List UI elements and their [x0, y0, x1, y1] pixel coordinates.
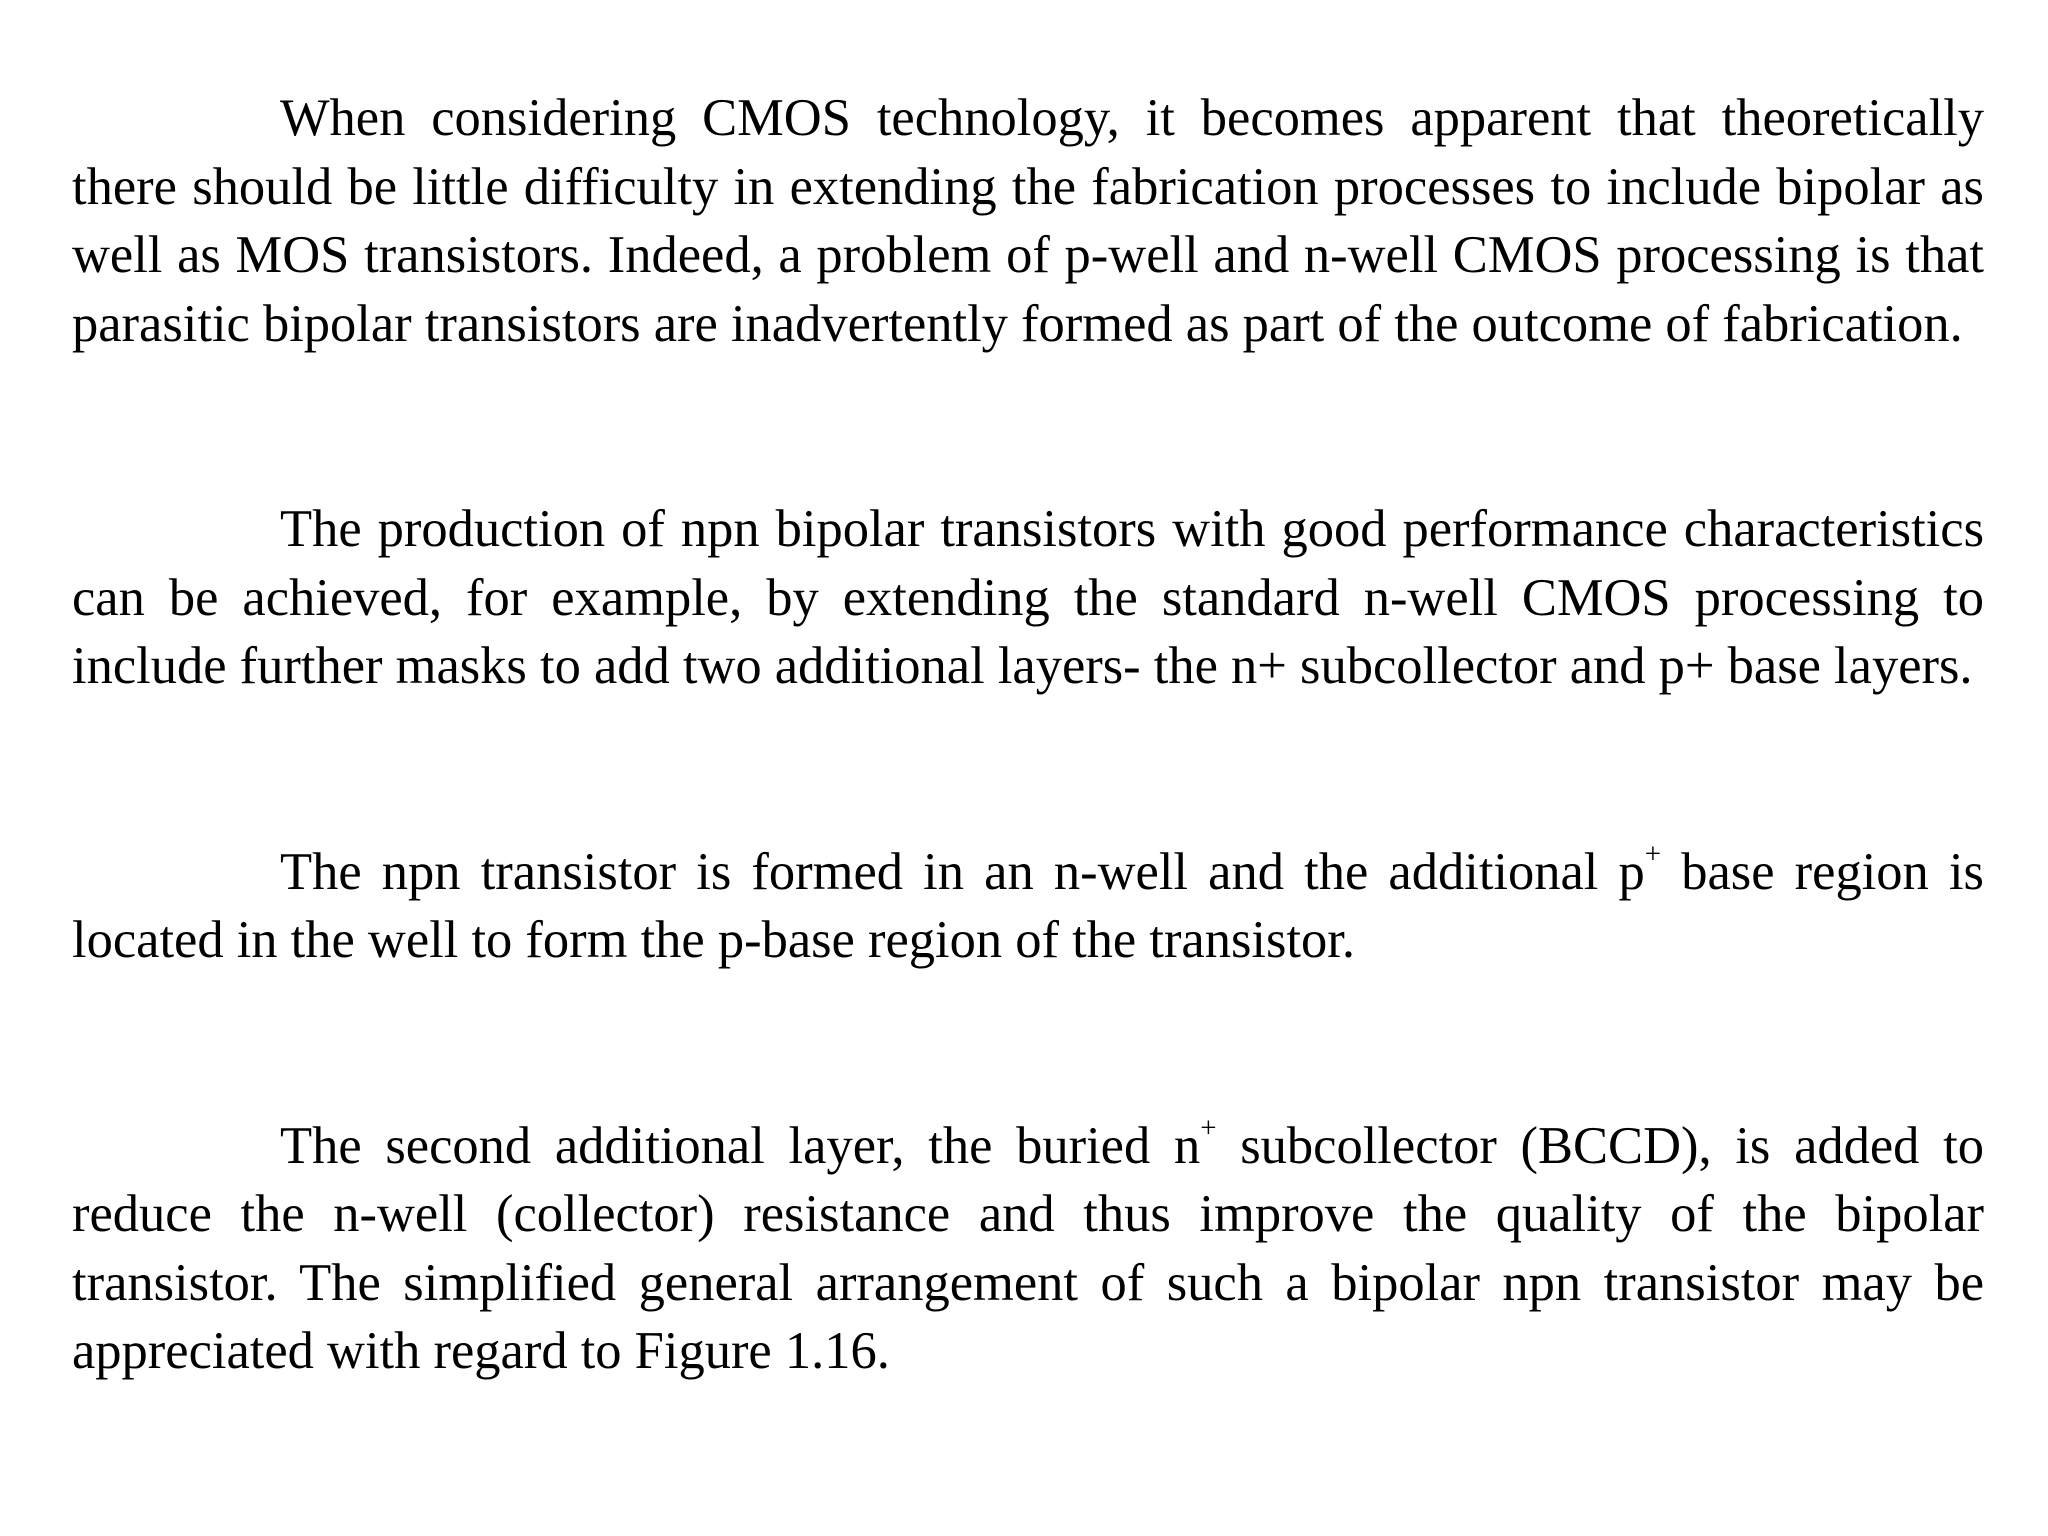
paragraph-text-part-a: The second additional layer, the buried n [280, 1116, 1201, 1175]
paragraph-buried-subcollector [72, 1112, 1984, 1386]
paragraph-text-part-b: base region is located in the well to form the p-base region of the transistor. [72, 842, 1984, 969]
document-body [72, 84, 1984, 1386]
paragraph-text: When considering CMOS technology, it becomes apparent that theoretically there should be little difficulty in extending the fabrication processes to include bipolar as well as MOS transistors. Indeed, a problem of p-well and n-well CMOS processing is that parasitic bipolar transistors are inadvertently formed as part of the outcome of fabrication. [72, 89, 1984, 353]
paragraph-npn-formation [72, 838, 1984, 975]
paragraph-text: The production of npn bipolar transistors with good performance characteristics can be achieved, for example, by extending the standard n-well CMOS processing to include further masks to add two additional layers- the n+ subcollector and p+ base layers. [72, 500, 1984, 695]
superscript-plus: + [1200, 1111, 1217, 1144]
superscript-plus: + [1644, 837, 1662, 870]
paragraph-npn-production [72, 495, 1984, 701]
paragraph-text-part-a: The npn transistor is formed in an n-well and the additional p [280, 842, 1645, 901]
paragraph-text-part-b: subcollector (BCCD), is added to reduce the n-well (collector) resistance and thus improve the quality of the bipolar transistor. The simplified general arrangement of such a bipolar npn transistor may be appreciated with regard to Figure 1.16. [72, 1116, 1985, 1380]
paragraph-cmos-intro [72, 84, 1984, 358]
